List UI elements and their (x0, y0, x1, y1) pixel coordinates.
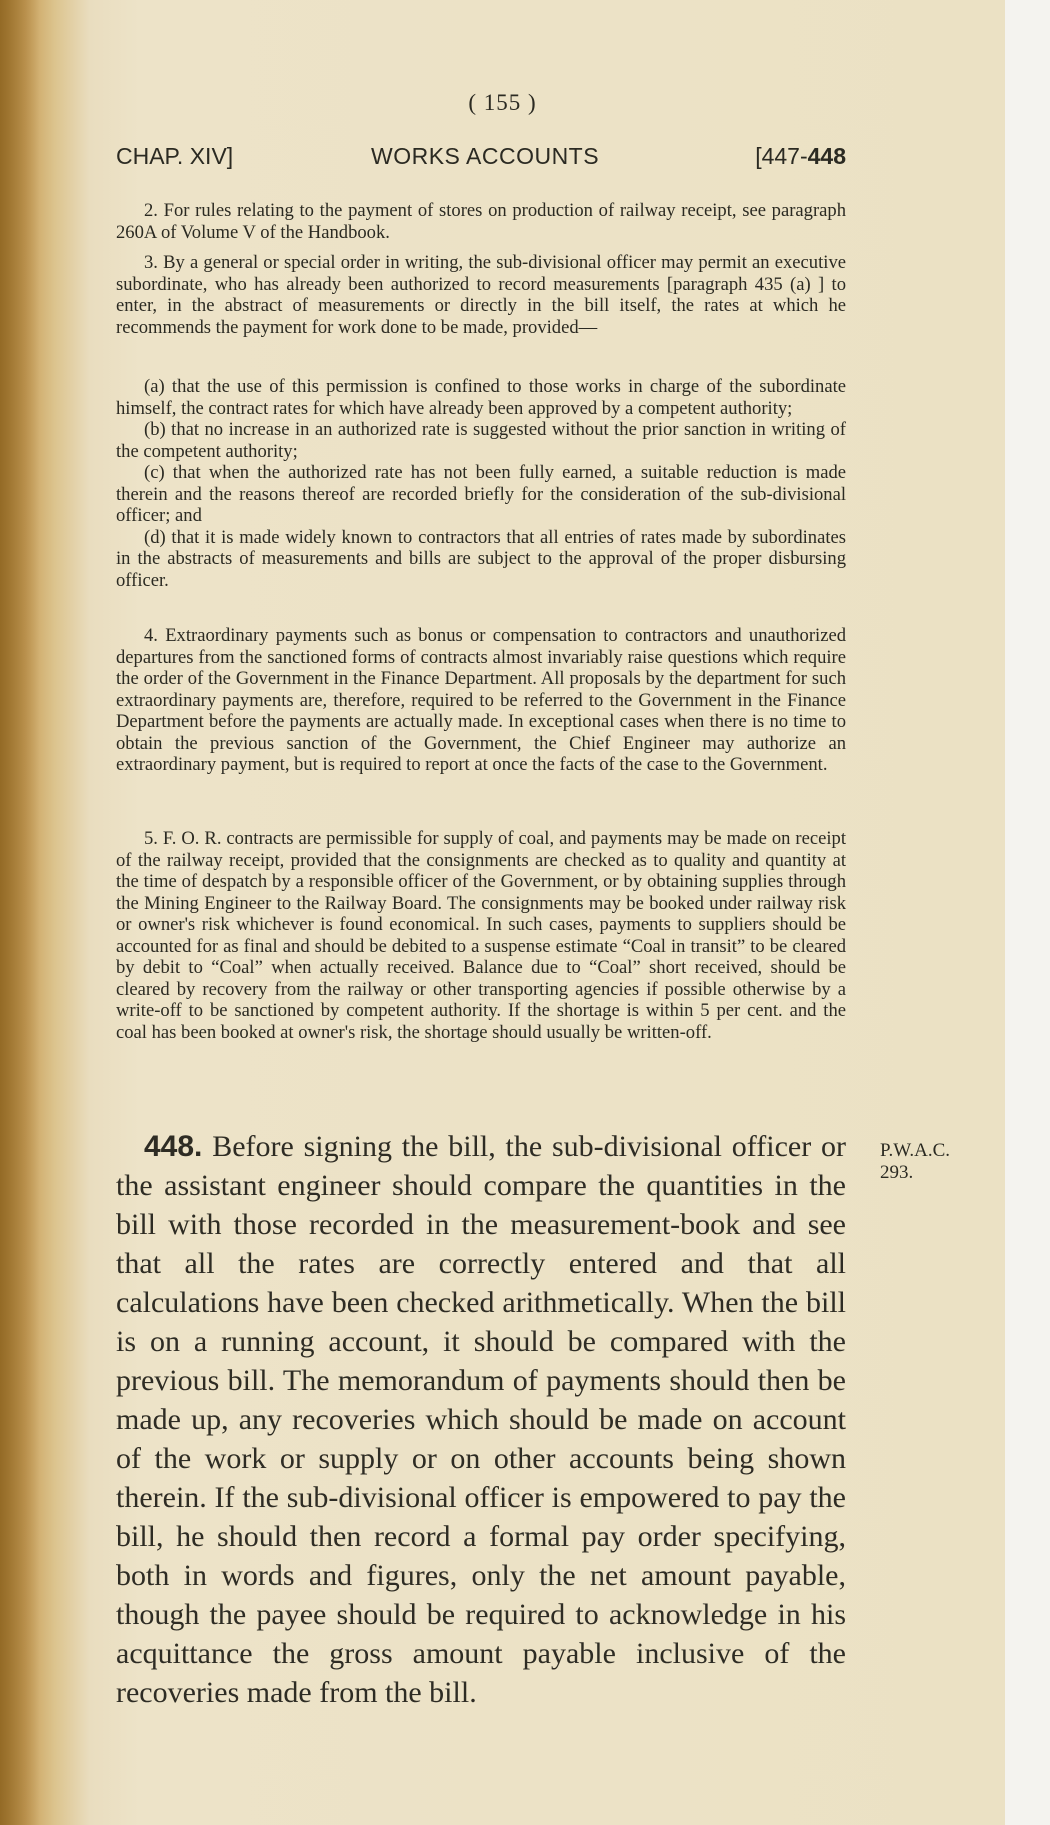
condition-c: (c) that when the authorized rate has not been fully earned, a suitable reduction is made therein and the reasons thereof are recorded briefly for the consideration of the sub-divisional officer; and (116, 462, 846, 526)
note-3-text: 3. By a general or special order in writing, the sub-divisional officer may permit an executive subordinate, who has already been authorized to record measurements [paragraph 435 (a) ] to enter, in the abstract of measurements or directly in the bill itself, the rates at which he recommends the payment for work done to be made, provided— (116, 252, 846, 338)
note-5-text: 5. F. O. R. contracts are permissible for supply of coal, and payments may be made on receipt of the railway receipt, provided that the consignments are checked as to quality and quantity at the time of despatch by a responsible officer of the Government, or by obtaining supplies through the Mining Engineer to the Railway Board. The consignments may be booked under railway risk or owner's risk whichever is found economical. In such cases, payments to suppliers should be accounted for as final and should be debited to a suspense estimate “Coal in transit” to be cleared by debit to “Coal” when actually received. Balance due to “Coal” short received, should be cleared by recovery from the railway or other transporting agencies if possible otherwise by a write-off to be sanctioned by competent authority. If the shortage is within 5 per cent. and the coal has been booked at owner's risk, the shortage should usually be written-off. (116, 828, 846, 1043)
paragraph-range-prefix: [447- (755, 143, 808, 169)
note-3 (116, 252, 846, 338)
note-2-text: 2. For rules relating to the payment of stores on production of railway receipt, see paragraph 260A of Volume V of the Handbook. (116, 200, 846, 243)
note-5 (116, 828, 846, 1043)
running-head (116, 143, 846, 173)
note-2 (116, 200, 846, 243)
margin-reference (880, 1140, 990, 1184)
paragraph-448-text: Before signing the bill, the sub-divisional officer or the assistant engineer should compare the quantities in the bill with those recorded in the measurement-book and see that all the rates are correctly entered and that all calculations have been checked arithmetically. When the bill is on a running account, it should be compared with the previous bill. The memorandum of payments should then be made up, any recoveries which should be made on account of the work or supply or on other accounts being shown therein. If the sub-divisional officer is empowered to pay the bill, he should then record a formal pay order specifying, both in words and figures, only the net amount payable, though the payee should be required to acknowledge in his acquittance the gross amount payable inclusive of the recoveries made from the bill. (116, 1130, 847, 1709)
margin-reference-line-2: 293. (880, 1162, 914, 1183)
note-4 (116, 625, 846, 776)
paragraph-448-number: 448. (144, 1130, 203, 1163)
note-3-conditions (116, 376, 846, 591)
section-title: WORKS ACCOUNTS (371, 143, 600, 169)
condition-a: (a) that the use of this permission is confined to those works in charge of the subordinate himself, the contract rates for which have already been approved by a competent authority; (116, 376, 846, 419)
condition-d: (d) that it is made widely known to contractors that all entries of rates made by subordinates in the abstracts of measurements and bills are subject to the approval of the proper disbursing officer. (116, 526, 846, 591)
chapter-label: CHAP. XIV] (116, 143, 234, 169)
margin-reference-line-1: P.W.A.C. (880, 1140, 951, 1161)
page-number: ( 155 ) (468, 90, 537, 115)
paragraph-448 (116, 1127, 846, 1712)
note-4-text: 4. Extraordinary payments such as bonus or compensation to contractors and unauthorized departures from the sanctioned forms of contracts almost invariably raise questions which require the order of the Government in the Finance Department. All proposals by the department for such extraordinary payments are, therefore, required to be referred to the Government in the Finance Department before the payments are actually made. In exceptional cases when there is no time to obtain the previous sanction of the Government, the Chief Engineer may authorize an extraordinary payment, but is required to report at once the facts of the case to the Government. (116, 625, 846, 775)
condition-b: (b) that no increase in an authorized rate is suggested without the prior sanction in writing of the competent authority; (116, 419, 846, 462)
spine-shadow (0, 0, 40, 1825)
paragraph-range-current: 448 (807, 143, 846, 169)
paragraph-range (755, 143, 846, 170)
paragraph-448-body (116, 1127, 846, 1712)
